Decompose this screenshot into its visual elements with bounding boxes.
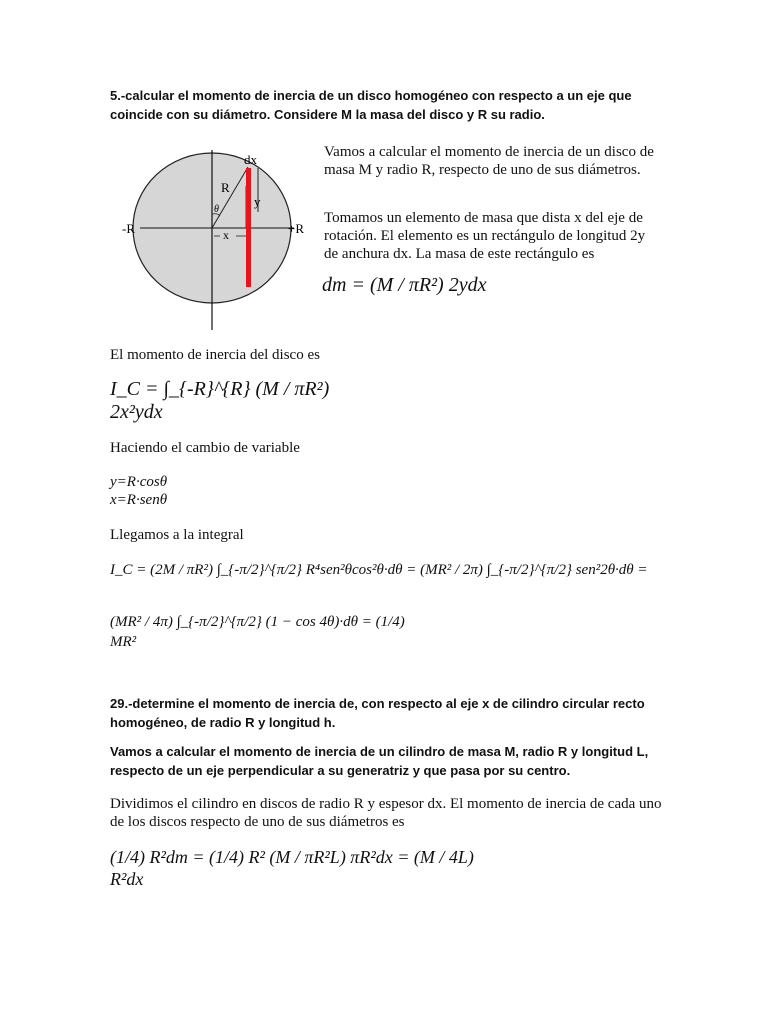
intro-paragraph-1: Vamos a calcular el momento de inercia de un disco de masa M y radio R, respecto de uno de sus diámetros. bbox=[324, 144, 654, 178]
mass-strip bbox=[246, 168, 251, 287]
problem-29-heading: 29.-determine el momento de inercia de, con respecto al eje x de cilindro circular recto homogéneo, de radio R y longitud h. bbox=[110, 696, 645, 730]
problem-29-paragraph-1: Vamos a calcular el momento de inercia de un cilindro de masa M, radio R y longitud L, respecto de un eje perpendicular a su generatriz y que pasa por su centro. bbox=[110, 744, 649, 778]
substitution-y: y=R·cosθ bbox=[110, 474, 168, 490]
label-x: x bbox=[223, 228, 229, 242]
substitution-x: x=R·senθ bbox=[110, 492, 168, 508]
label-minus-R: -R bbox=[122, 221, 135, 236]
equation-dm: dm = (M / πR²) 2ydx bbox=[322, 274, 487, 296]
equation-ic: I_C = ∫_{-R}^{R} (M / πR²) 2x²ydx bbox=[110, 378, 330, 423]
problem-29-paragraph-2: Dividimos el cilindro en discos de radio R y espesor dx. El momento de inercia de cada uno de los discos respecto de uno de sus diámetros es bbox=[110, 796, 662, 830]
change-variable-text: Haciendo el cambio de variable bbox=[110, 440, 300, 456]
label-dx: dx bbox=[244, 152, 257, 167]
integral-text: Llegamos a la integral bbox=[110, 527, 244, 543]
equation-final-line-1: I_C = (2M / πR²) ∫_{-π/2}^{π/2} R⁴sen²θcos²θ·dθ = (MR² / 2π) ∫_{-π/2}^{π/2} sen²2θ·dθ = bbox=[110, 562, 648, 578]
label-theta: θ bbox=[214, 204, 219, 215]
label-R: R bbox=[221, 180, 230, 195]
problem-29-equation: (1/4) R²dm = (1/4) R² (M / πR²L) πR²dx = (M / 4L) R²dx bbox=[110, 847, 474, 889]
label-plus-R: +R bbox=[288, 221, 305, 236]
label-y: y bbox=[254, 194, 261, 209]
equation-final-line-2: (MR² / 4π) ∫_{-π/2}^{π/2} (1 − cos 4θ)·dθ = (1/4) MR² bbox=[110, 614, 405, 650]
intro-paragraph-2: Tomamos un elemento de masa que dista x del eje de rotación. El elemento es un rectángulo de longitud 2y de anchura dx. La masa de este rectángulo es bbox=[324, 210, 646, 262]
moment-text: El momento de inercia del disco es bbox=[110, 347, 320, 363]
disk-diagram bbox=[118, 150, 318, 332]
problem-5-heading: 5.-calcular el momento de inercia de un disco homogéneo con respecto a un eje que coincide con su diámetro. Considere M la masa del disco y R su radio. bbox=[110, 88, 632, 122]
